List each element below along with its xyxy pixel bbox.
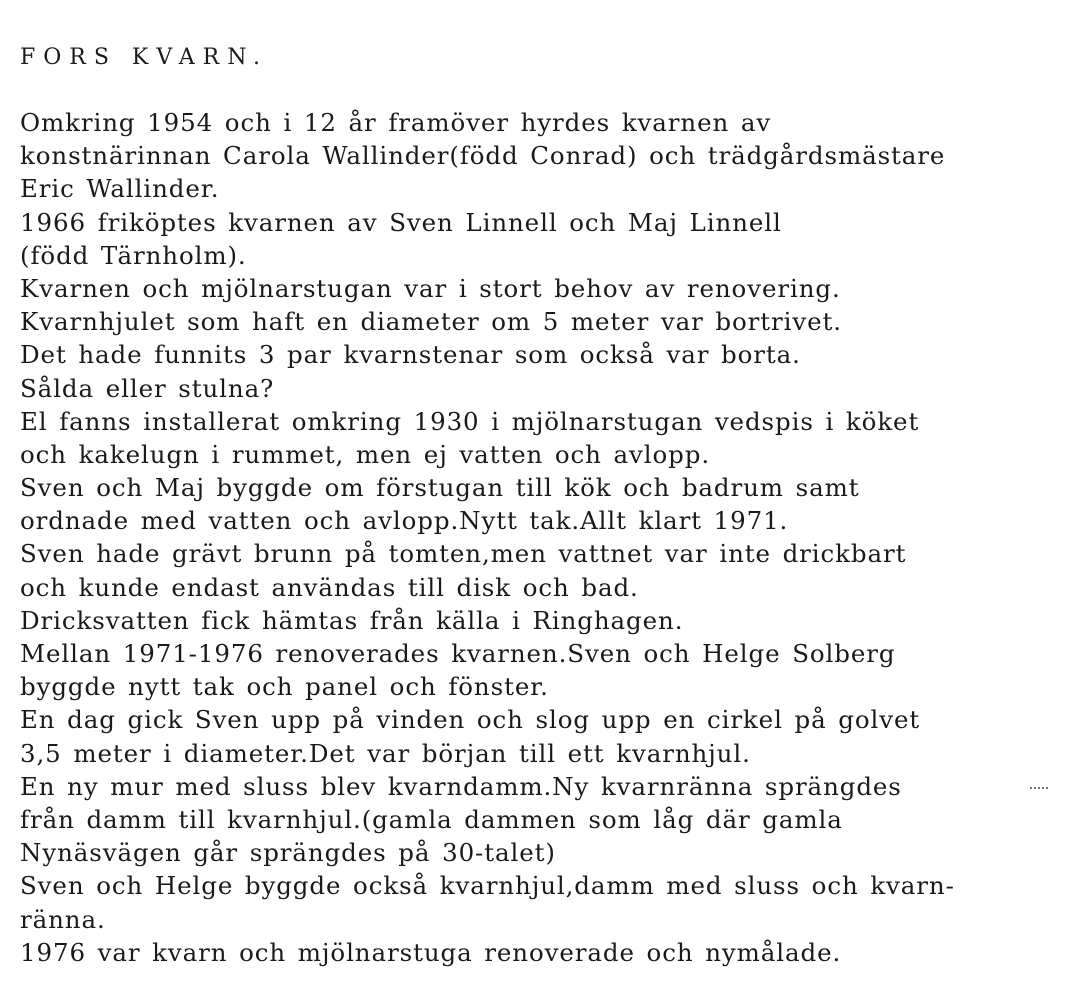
- text-line: En ny mur med sluss blev kvarndamm.Ny kvarnränna sprängdes: [20, 771, 902, 801]
- text-line: 3,5 meter i diameter.Det var början till ett kvarnhjul.: [20, 738, 751, 768]
- text-line: Sven och Helge byggde också kvarnhjul,damm med sluss och kvarn-: [20, 871, 955, 901]
- text-line: från damm till kvarnhjul.(gamla dammen som låg där gamla: [20, 804, 843, 834]
- text-line: Omkring 1954 och i 12 år framöver hyrdes kvarnen av: [20, 108, 772, 137]
- document-body: [20, 106, 1060, 969]
- text-line: 1966 friköptes kvarnen av Sven Linnell och Maj Linnell: [20, 207, 782, 237]
- text-line: ordnade med vatten och avlopp.Nytt tak.Allt klart 1971.: [20, 506, 789, 536]
- text-line: och kakelugn i rummet, men ej vatten och avlopp.: [20, 439, 711, 469]
- text-line: ränna.: [20, 904, 106, 934]
- text-line: 1976 var kvarn och mjölnarstuga renoverade och nymålade.: [20, 937, 842, 967]
- document-title: FORS KVARN.: [20, 45, 269, 70]
- text-line: El fanns installerat omkring 1930 i mjölnarstugan vedspis i köket: [20, 406, 920, 436]
- margin-dash-mark: [1030, 787, 1048, 791]
- text-line: byggde nytt tak och panel och fönster.: [20, 672, 549, 702]
- text-line: Sven hade grävt brunn på tomten,men vattnet var inte drickbart: [20, 539, 907, 569]
- text-line: konstnärinnan Carola Wallinder(född Conrad) och trädgårdsmästare: [20, 141, 946, 171]
- text-line: Kvarnhjulet som haft en diameter om 5 meter var bortrivet.: [20, 307, 842, 337]
- text-line: Sålda eller stulna?: [20, 373, 275, 403]
- text-line: En dag gick Sven upp på vinden och slog upp en cirkel på golvet: [20, 705, 921, 735]
- text-line: Sven och Maj byggde om förstugan till kök och badrum samt: [20, 473, 860, 503]
- text-line: Mellan 1971-1976 renoverades kvarnen.Sven och Helge Solberg: [20, 639, 896, 668]
- text-line: Eric Wallinder.: [20, 174, 220, 204]
- text-line: Kvarnen och mjölnarstugan var i stort behov av renovering.: [20, 273, 841, 303]
- text-line: (född Tärnholm).: [20, 240, 247, 270]
- text-line: Det hade funnits 3 par kvarnstenar som också var borta.: [20, 340, 801, 370]
- text-line: Nynäsvägen går sprängdes på 30-talet): [20, 838, 556, 868]
- text-line: Dricksvatten fick hämtas från källa i Ringhagen.: [20, 605, 684, 635]
- text-line: och kunde endast användas till disk och bad.: [20, 572, 639, 602]
